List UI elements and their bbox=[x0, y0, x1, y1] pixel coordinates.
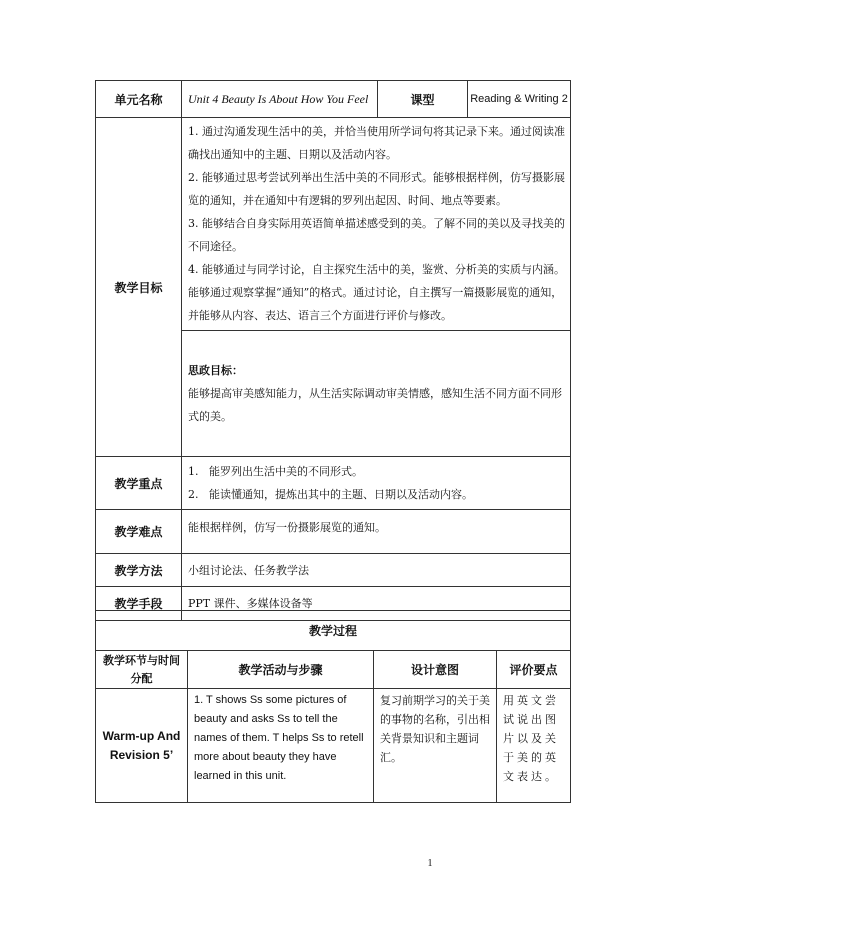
objectives-cell bbox=[182, 118, 571, 331]
process-title: 教学过程 bbox=[96, 611, 571, 651]
objective-4: 4. 能够通过与同学讨论，自主探究生活中的美，鉴赏、分析美的实质与内涵。能够通过观察掌握“通知”的格式。通过讨论，自主撰写一篇摄影展览的通知，并能够从内容、表达、语言三个方面进行评价与修改。 bbox=[188, 263, 565, 322]
row1-activity: 1. T shows Ss some pictures of beauty and asks Ss to tell the names of them. T helps Ss to retell more about beauty they have learned in this unit. bbox=[188, 689, 374, 803]
ideology-text: 能够提高审美感知能力，从生活实际调动审美情感，感知生活不同方面不同形式的美。 bbox=[188, 387, 562, 423]
method-label: 教学方法 bbox=[96, 554, 182, 587]
objective-2: 2. 能够通过思考尝试列举出生活中美的不同形式。能够根据样例，仿写摄影展览的通知，并在通知中有逻辑的罗列出起因、时间、地点等要素。 bbox=[188, 171, 565, 207]
key-points-cell bbox=[182, 457, 571, 510]
row1-intent: 复习前期学习的关于美的事物的名称，引出相关背景知识和主题词汇。 bbox=[374, 689, 497, 803]
key-point-1: 1. 能罗列出生活中美的不同形式。 bbox=[188, 465, 363, 478]
objective-3: 3. 能够结合自身实际用英语简单描述感受到的美。了解不同的美以及寻找美的不同途径。 bbox=[188, 217, 565, 253]
difficulty-label: 教学难点 bbox=[96, 510, 182, 554]
row1-stage: Warm-up And Revision 5’ bbox=[96, 689, 188, 803]
key-points-label: 教学重点 bbox=[96, 457, 182, 510]
row1-eval: 用英文尝试说出图片以及关于美的英文表达。 bbox=[497, 689, 571, 803]
means-text: PPT 课件、多媒体设备等 bbox=[182, 587, 571, 621]
col-eval-header: 评价要点 bbox=[497, 651, 571, 689]
page-number: 1 bbox=[427, 858, 433, 869]
key-point-2: 2. 能读懂通知，提炼出其中的主题、日期以及活动内容。 bbox=[188, 488, 473, 501]
col-stage-header: 教学环节与时间分配 bbox=[96, 651, 188, 689]
col-intent-header: 设计意图 bbox=[374, 651, 497, 689]
difficulty-text: 能根据样例，仿写一份摄影展览的通知。 bbox=[182, 510, 571, 554]
lesson-info-table bbox=[95, 80, 571, 621]
method-text: 小组讨论法、任务教学法 bbox=[182, 554, 571, 587]
objectives-label: 教学目标 bbox=[96, 118, 182, 457]
lesson-type-label: 课型 bbox=[378, 81, 468, 118]
means-label: 教学手段 bbox=[96, 587, 182, 621]
ideology-cell bbox=[182, 331, 571, 457]
lesson-type-value: Reading & Writing 2 bbox=[468, 81, 571, 118]
unit-label: 单元名称 bbox=[96, 81, 182, 118]
unit-value: Unit 4 Beauty Is About How You Feel bbox=[182, 81, 378, 118]
ideology-title: 思政目标： bbox=[188, 364, 243, 377]
objective-1: 1. 通过沟通发现生活中的美，并恰当使用所学词句将其记录下来。通过阅读准确找出通知中的主题、日期以及活动内容。 bbox=[188, 125, 565, 161]
col-activity-header: 教学活动与步骤 bbox=[188, 651, 374, 689]
teaching-process-table bbox=[95, 610, 571, 803]
